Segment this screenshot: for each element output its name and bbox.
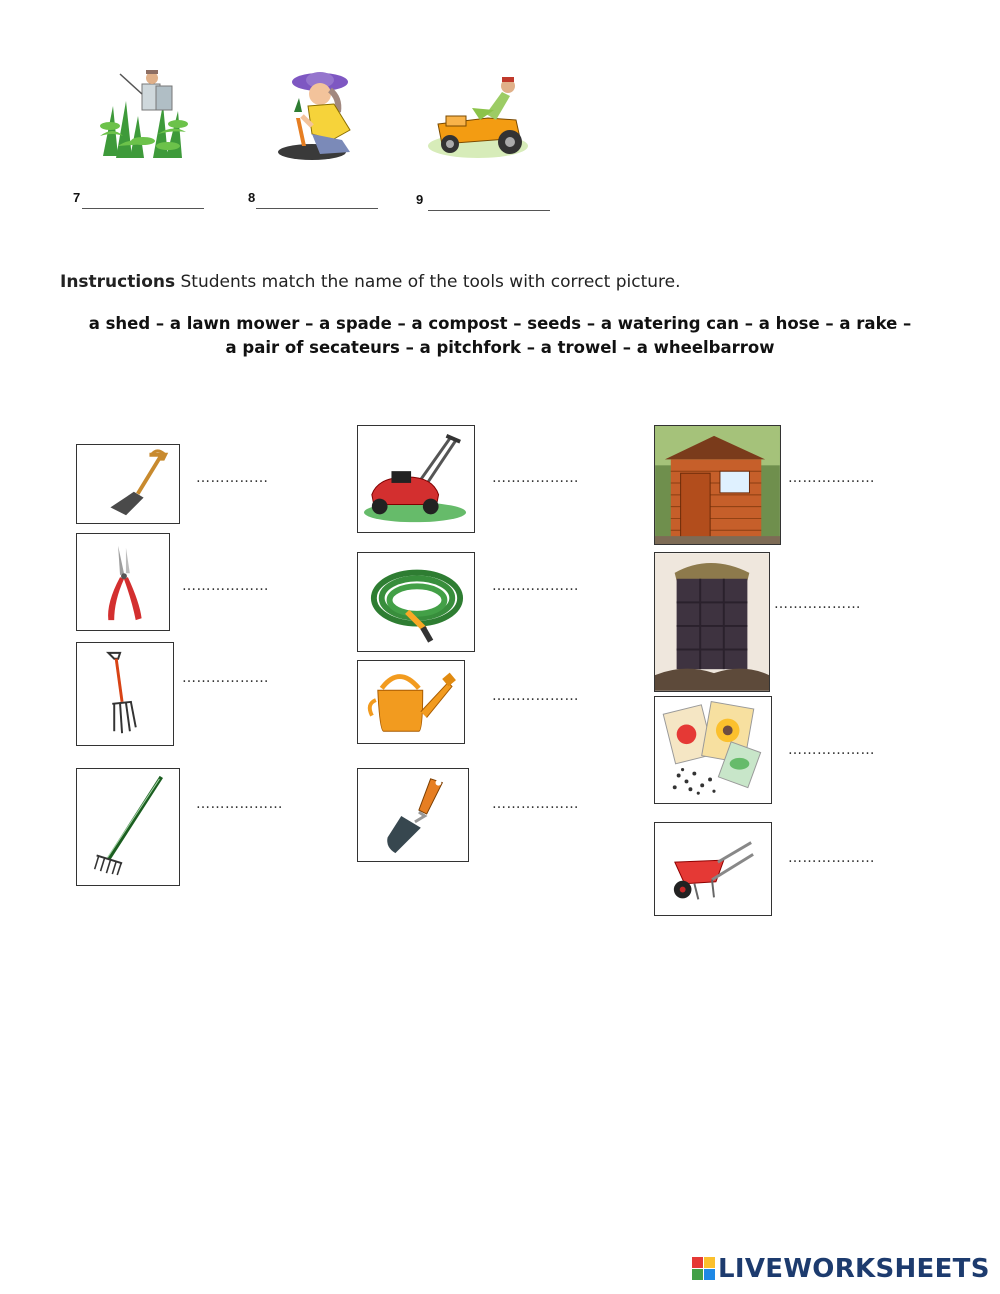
answer-blank[interactable]: ……………… — [182, 670, 269, 686]
pitchfork-picture — [76, 642, 174, 746]
instructions — [60, 272, 681, 292]
compost-bin-icon — [655, 553, 769, 691]
word-bank-line-1: a shed – a lawn mower – a spade – a compost – seeds – a watering can – a hose – a rake – — [88, 314, 912, 333]
answer-blank[interactable]: …………… — [196, 470, 269, 486]
lawn-mower-picture — [357, 425, 475, 533]
answer-blank[interactable]: ……………… — [788, 850, 875, 866]
farmer-spraying-crops-icon — [98, 66, 190, 162]
shed-picture — [654, 425, 781, 545]
instructions-label: Instructions — [60, 272, 176, 292]
word-bank-line-2: a pair of secateurs – a pitchfork – a trowel – a wheelbarrow — [225, 338, 775, 357]
answer-line[interactable] — [428, 210, 550, 211]
secateurs-picture — [76, 533, 170, 631]
secateurs-icon — [77, 534, 169, 630]
seeds-picture — [654, 696, 772, 804]
rake-picture — [76, 768, 180, 886]
answer-line[interactable] — [256, 208, 378, 209]
answer-blank[interactable]: ……………… — [196, 796, 283, 812]
watering-can-picture — [357, 660, 465, 744]
answer-blank[interactable]: ……………… — [788, 742, 875, 758]
answer-blank[interactable]: ……………… — [182, 578, 269, 594]
answer-blank[interactable]: ……………… — [774, 596, 861, 612]
wheelbarrow-icon — [655, 823, 771, 915]
hose-picture — [357, 552, 475, 652]
seeds-icon — [655, 697, 771, 803]
watering-can-icon — [358, 661, 464, 743]
item-number: 9 — [416, 192, 424, 207]
trowel-icon — [358, 769, 468, 861]
item-number: 8 — [248, 190, 256, 205]
answer-line[interactable] — [82, 208, 204, 209]
answer-blank[interactable]: ……………… — [492, 796, 579, 812]
man-on-riding-mower-icon — [428, 74, 530, 162]
answer-blank[interactable]: ……………… — [788, 470, 875, 486]
answer-blank[interactable]: ……………… — [492, 578, 579, 594]
shed-icon — [655, 426, 780, 544]
wheelbarrow-picture — [654, 822, 772, 916]
pitchfork-icon — [77, 643, 173, 745]
logo-blocks-icon — [692, 1257, 716, 1281]
liveworksheets-logo — [692, 1252, 990, 1286]
answer-blank[interactable]: ……………… — [492, 470, 579, 486]
logo-text: LIVEWORKSHEETS — [718, 1254, 990, 1284]
girl-planting-carrots-icon — [272, 68, 368, 164]
instructions-text: Students match the name of the tools with correct picture. — [175, 272, 681, 292]
item-number: 7 — [73, 190, 81, 205]
compost-picture — [654, 552, 770, 692]
answer-blank[interactable]: ……………… — [492, 688, 579, 704]
spade-icon — [77, 445, 179, 523]
trowel-picture — [357, 768, 469, 862]
lawn-mower-icon — [358, 426, 474, 532]
spade-picture — [76, 444, 180, 524]
hose-icon — [358, 553, 474, 651]
rake-icon — [77, 769, 179, 885]
